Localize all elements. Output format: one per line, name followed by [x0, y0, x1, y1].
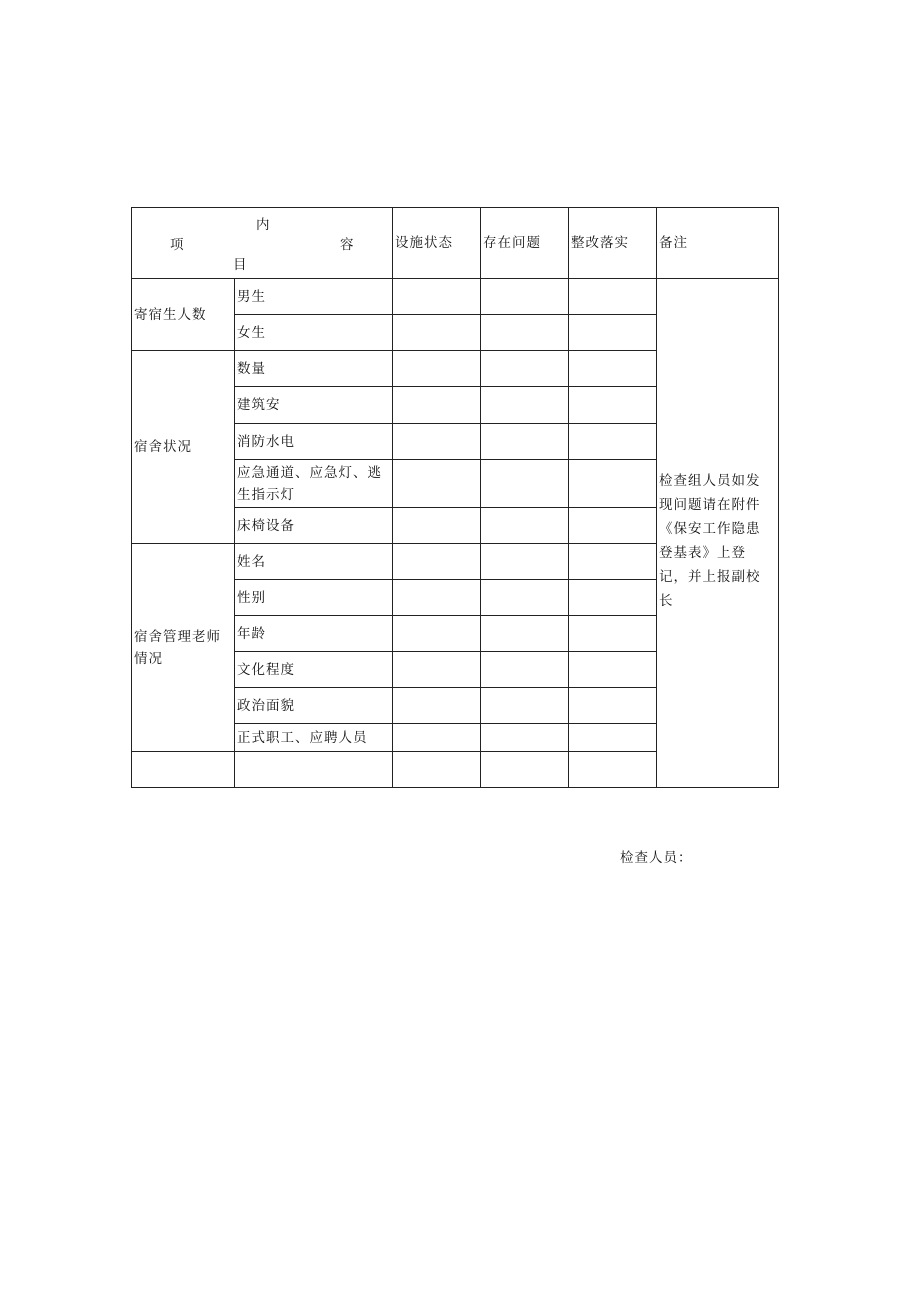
- item-label: 消防水电: [235, 424, 393, 460]
- header-remarks: 备注: [657, 208, 779, 279]
- rectification-cell[interactable]: [569, 279, 657, 315]
- facility-status-cell[interactable]: [393, 688, 481, 724]
- item-label: 男生: [235, 279, 393, 315]
- rectification-cell[interactable]: [569, 752, 657, 788]
- header-row: [132, 208, 779, 279]
- rectification-cell[interactable]: [569, 724, 657, 752]
- facility-status-cell[interactable]: [393, 508, 481, 544]
- item-label: 姓名: [235, 544, 393, 580]
- rectification-cell[interactable]: [569, 460, 657, 508]
- problem-cell[interactable]: [481, 387, 569, 424]
- facility-status-cell[interactable]: [393, 544, 481, 580]
- problem-cell[interactable]: [481, 460, 569, 508]
- problem-cell[interactable]: [481, 544, 569, 580]
- header-item-part: 项: [170, 237, 185, 253]
- problem-cell[interactable]: [481, 688, 569, 724]
- empty-cell[interactable]: [235, 752, 393, 788]
- rectification-cell[interactable]: [569, 580, 657, 616]
- rectification-cell[interactable]: [569, 387, 657, 424]
- rectification-cell[interactable]: [569, 351, 657, 387]
- facility-status-cell[interactable]: [393, 616, 481, 652]
- rectification-cell[interactable]: [569, 315, 657, 351]
- problem-cell[interactable]: [481, 279, 569, 315]
- facility-status-cell[interactable]: [393, 315, 481, 351]
- problem-cell[interactable]: [481, 616, 569, 652]
- item-label: 建筑安: [235, 387, 393, 424]
- problem-cell[interactable]: [481, 752, 569, 788]
- rectification-cell[interactable]: [569, 508, 657, 544]
- problem-cell[interactable]: [481, 315, 569, 351]
- problem-cell[interactable]: [481, 351, 569, 387]
- facility-status-cell[interactable]: [393, 387, 481, 424]
- facility-status-cell[interactable]: [393, 279, 481, 315]
- facility-status-cell[interactable]: [393, 580, 481, 616]
- facility-status-cell[interactable]: [393, 424, 481, 460]
- item-label: 性别: [235, 580, 393, 616]
- problem-cell[interactable]: [481, 724, 569, 752]
- header-rectification: 整改落实: [569, 208, 657, 279]
- item-label: 数量: [235, 351, 393, 387]
- facility-status-cell[interactable]: [393, 460, 481, 508]
- group-label: 宿舍状况: [132, 351, 235, 544]
- header-item-part: 内: [256, 217, 271, 233]
- item-label: 床椅设备: [235, 508, 393, 544]
- inspection-table: [131, 207, 779, 788]
- rectification-cell[interactable]: [569, 688, 657, 724]
- remark-note: 检查组人员如发现问题请在附件《保安工作隐患登基表》上登记，并上报副校长: [657, 279, 779, 788]
- item-label: 应急通道、应急灯、逃生指示灯: [235, 460, 393, 508]
- item-label: 文化程度: [235, 652, 393, 688]
- facility-status-cell[interactable]: [393, 724, 481, 752]
- header-facility-status: 设施状态: [393, 208, 481, 279]
- group-label: 寄宿生人数: [132, 279, 235, 351]
- item-label: 年龄: [235, 616, 393, 652]
- empty-cell[interactable]: [132, 752, 235, 788]
- facility-status-cell[interactable]: [393, 752, 481, 788]
- facility-status-cell[interactable]: [393, 652, 481, 688]
- header-existing-problems: 存在问题: [481, 208, 569, 279]
- item-label: 女生: [235, 315, 393, 351]
- item-label: 正式职工、应聘人员: [235, 724, 393, 752]
- facility-status-cell[interactable]: [393, 351, 481, 387]
- item-label: 政治面貌: [235, 688, 393, 724]
- table-row: [132, 279, 779, 315]
- rectification-cell[interactable]: [569, 424, 657, 460]
- header-item-content: [132, 208, 393, 279]
- problem-cell[interactable]: [481, 508, 569, 544]
- header-item-part: 目: [233, 257, 248, 273]
- rectification-cell[interactable]: [569, 544, 657, 580]
- problem-cell[interactable]: [481, 424, 569, 460]
- problem-cell[interactable]: [481, 580, 569, 616]
- rectification-cell[interactable]: [569, 652, 657, 688]
- problem-cell[interactable]: [481, 652, 569, 688]
- header-item-part: 容: [340, 237, 355, 253]
- rectification-cell[interactable]: [569, 616, 657, 652]
- group-label: 宿舍管理老师情况: [132, 544, 235, 752]
- inspector-label: 检查人员：: [620, 850, 693, 866]
